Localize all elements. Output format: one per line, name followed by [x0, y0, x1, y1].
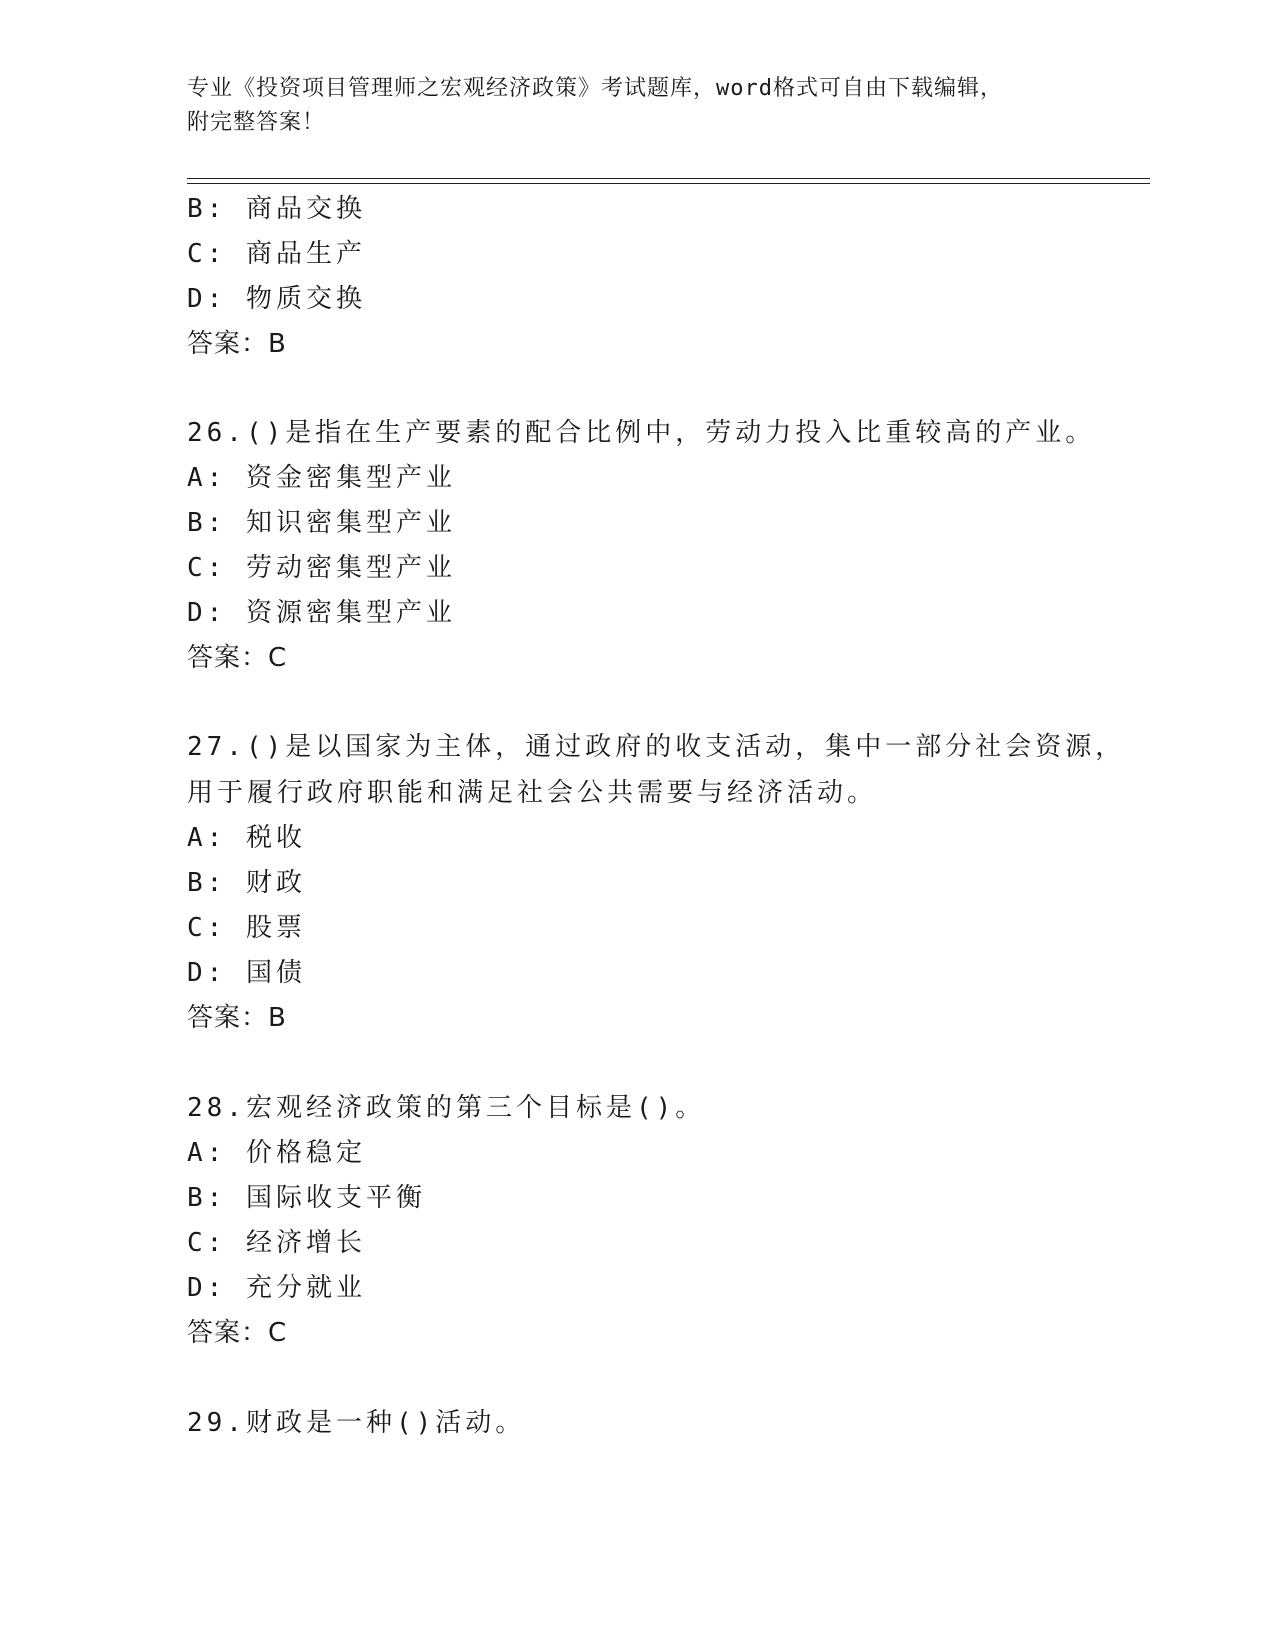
document-header	[187, 72, 1147, 140]
q27-option-c: C: 股票	[187, 913, 306, 943]
q26-question: 26.()是指在生产要素的配合比例中，劳动力投入比重较高的产业。	[187, 418, 1096, 448]
q28-option-b: B: 国际收支平衡	[187, 1183, 426, 1213]
q25-option-c: C: 商品生产	[187, 239, 366, 269]
q28-option-c: C: 经济增长	[187, 1228, 366, 1258]
header-divider-bottom	[187, 183, 1150, 184]
q26-answer: 答案：C	[187, 643, 288, 673]
q28-option-d: D: 充分就业	[187, 1273, 366, 1303]
q29-question: 29.财政是一种()活动。	[187, 1408, 526, 1438]
header-divider-top	[187, 178, 1150, 179]
q27-option-d: D: 国债	[187, 958, 306, 988]
q26-option-d: D: 资源密集型产业	[187, 598, 456, 628]
q25-option-d: D: 物质交换	[187, 284, 366, 314]
q28-option-a: A: 价格稳定	[187, 1138, 366, 1168]
header-line-1: 专业《投资项目管理师之宏观经济政策》考试题库，word格式可自由下载编辑，	[187, 76, 1003, 101]
header-line-2: 附完整答案！	[187, 110, 326, 135]
q27-question-line-2: 用于履行政府职能和满足社会公共需要与经济活动。	[187, 778, 878, 808]
q26-option-c: C: 劳动密集型产业	[187, 553, 456, 583]
q26-option-a: A: 资金密集型产业	[187, 463, 456, 493]
q28-question: 28.宏观经济政策的第三个目标是()。	[187, 1093, 706, 1123]
q27-option-b: B: 财政	[187, 868, 306, 898]
q28-answer: 答案：C	[187, 1318, 288, 1348]
q25-option-b: B: 商品交换	[187, 194, 366, 224]
q27-answer: 答案：B	[187, 1003, 287, 1033]
q25-answer: 答案：B	[187, 329, 287, 359]
q27-option-a: A: 税收	[187, 823, 306, 853]
q27-question-line-1: 27.()是以国家为主体，通过政府的收支活动，集中一部分社会资源，	[187, 732, 1126, 762]
q26-option-b: B: 知识密集型产业	[187, 508, 456, 538]
